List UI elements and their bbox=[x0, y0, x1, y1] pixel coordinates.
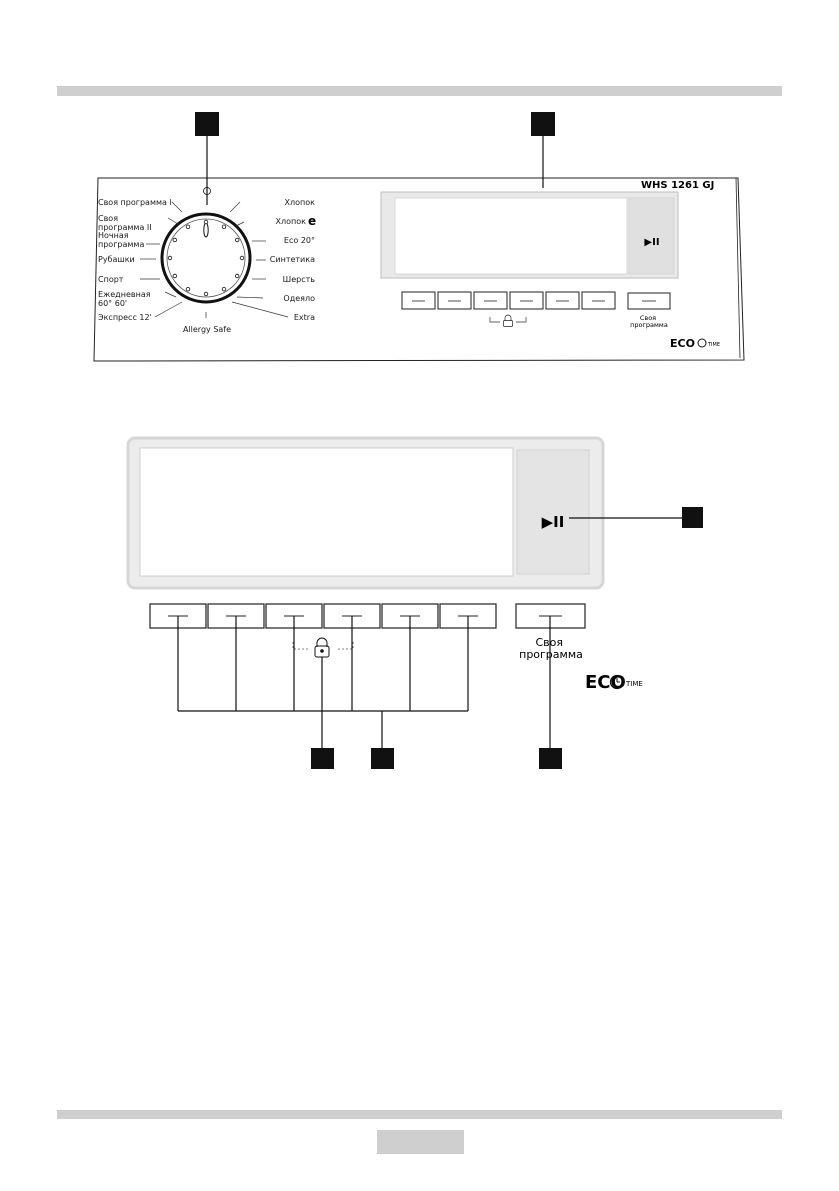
model-label: WHS 1261 GJ bbox=[641, 180, 715, 191]
dial-label-own-program-2: Своя программа II bbox=[98, 214, 152, 232]
dial-dot bbox=[186, 287, 190, 291]
option-button-1[interactable] bbox=[402, 292, 435, 309]
dial-dot bbox=[222, 225, 226, 229]
dial-dot bbox=[168, 256, 172, 260]
callout-marker-start-pause bbox=[682, 507, 703, 528]
eco-logo: ECO bbox=[670, 337, 695, 350]
detail-own-program-label: Своя программа bbox=[519, 636, 583, 661]
dial-dot bbox=[222, 287, 226, 291]
dial-leader bbox=[232, 302, 288, 317]
dial-leader bbox=[230, 202, 240, 212]
program-dial[interactable] bbox=[162, 214, 250, 302]
page-number-box bbox=[377, 1130, 464, 1154]
callout-marker-own-program bbox=[539, 748, 562, 769]
dial-label-extra: Extra bbox=[293, 313, 315, 322]
dial-dot bbox=[235, 274, 239, 278]
dial-label-wool: Шерсть bbox=[282, 275, 315, 284]
detail-eco-logo: ECO bbox=[585, 672, 626, 693]
clock-icon bbox=[698, 339, 706, 347]
dial-leader bbox=[165, 292, 176, 297]
dial-label-allergy-safe: Allergy Safe bbox=[182, 325, 232, 334]
option-button-connectors bbox=[178, 616, 468, 711]
dial-label-shirts: Рубашки bbox=[98, 255, 135, 264]
option-button-2[interactable] bbox=[438, 292, 471, 309]
child-lock-indicator bbox=[490, 317, 526, 322]
callout-marker-lock bbox=[311, 748, 334, 769]
dial-dot bbox=[173, 274, 177, 278]
dial-leader bbox=[168, 218, 178, 224]
dial-label-express: Экспресс 12' bbox=[98, 313, 152, 322]
dial-label-daily: Ежедневная 60° 60' bbox=[98, 290, 151, 308]
option-button-3[interactable] bbox=[474, 292, 507, 309]
option-button-4[interactable] bbox=[510, 292, 543, 309]
play-pause-icon: ▶II bbox=[644, 237, 660, 248]
dial-dot bbox=[186, 225, 190, 229]
dial-label-sport: Спорт bbox=[98, 275, 124, 284]
option-button-6[interactable] bbox=[582, 292, 615, 309]
dial-label-own-program-1: Своя программа I bbox=[98, 198, 172, 207]
dial-leader bbox=[155, 302, 182, 317]
detail-start-pause-button[interactable] bbox=[517, 450, 589, 574]
detail-lock-icon bbox=[315, 638, 329, 657]
dial-dot bbox=[204, 220, 208, 224]
dial-dot bbox=[235, 238, 239, 242]
dial-dot bbox=[204, 292, 208, 296]
time-logo: TIME bbox=[708, 342, 721, 348]
detail-play-pause-icon: ▶II bbox=[541, 513, 565, 531]
eco-cotton-icon: e bbox=[308, 214, 317, 228]
dial-position-dots bbox=[168, 220, 244, 296]
display-screen bbox=[395, 198, 627, 274]
dial-leader bbox=[236, 222, 244, 226]
dial-label-synthetics: Синтетика bbox=[269, 255, 315, 264]
start-pause-button[interactable] bbox=[629, 198, 674, 274]
dial-label-blanket: Одеяло bbox=[283, 294, 315, 303]
dial-label-eco20: Eco 20° bbox=[283, 236, 315, 245]
dial-leader bbox=[237, 297, 263, 298]
dial-label-night-program: Ночная программа bbox=[98, 231, 145, 249]
footer-bar bbox=[57, 1110, 782, 1119]
control-panel bbox=[0, 0, 839, 400]
dial-dot bbox=[240, 256, 244, 260]
dial-label-cotton-eco: Хлопок bbox=[275, 217, 306, 226]
lock-icon bbox=[504, 315, 513, 327]
dial-label-cotton: Хлопок bbox=[284, 198, 315, 207]
option-button-5[interactable] bbox=[546, 292, 579, 309]
detail-view bbox=[0, 420, 839, 780]
dial-dot bbox=[173, 238, 177, 242]
own-program-label: Своя программа bbox=[630, 314, 668, 329]
detail-time-logo: TIME bbox=[626, 680, 643, 688]
callout-marker-option-buttons bbox=[371, 748, 394, 769]
dial-leader bbox=[172, 202, 182, 212]
detail-display-screen bbox=[140, 448, 513, 576]
